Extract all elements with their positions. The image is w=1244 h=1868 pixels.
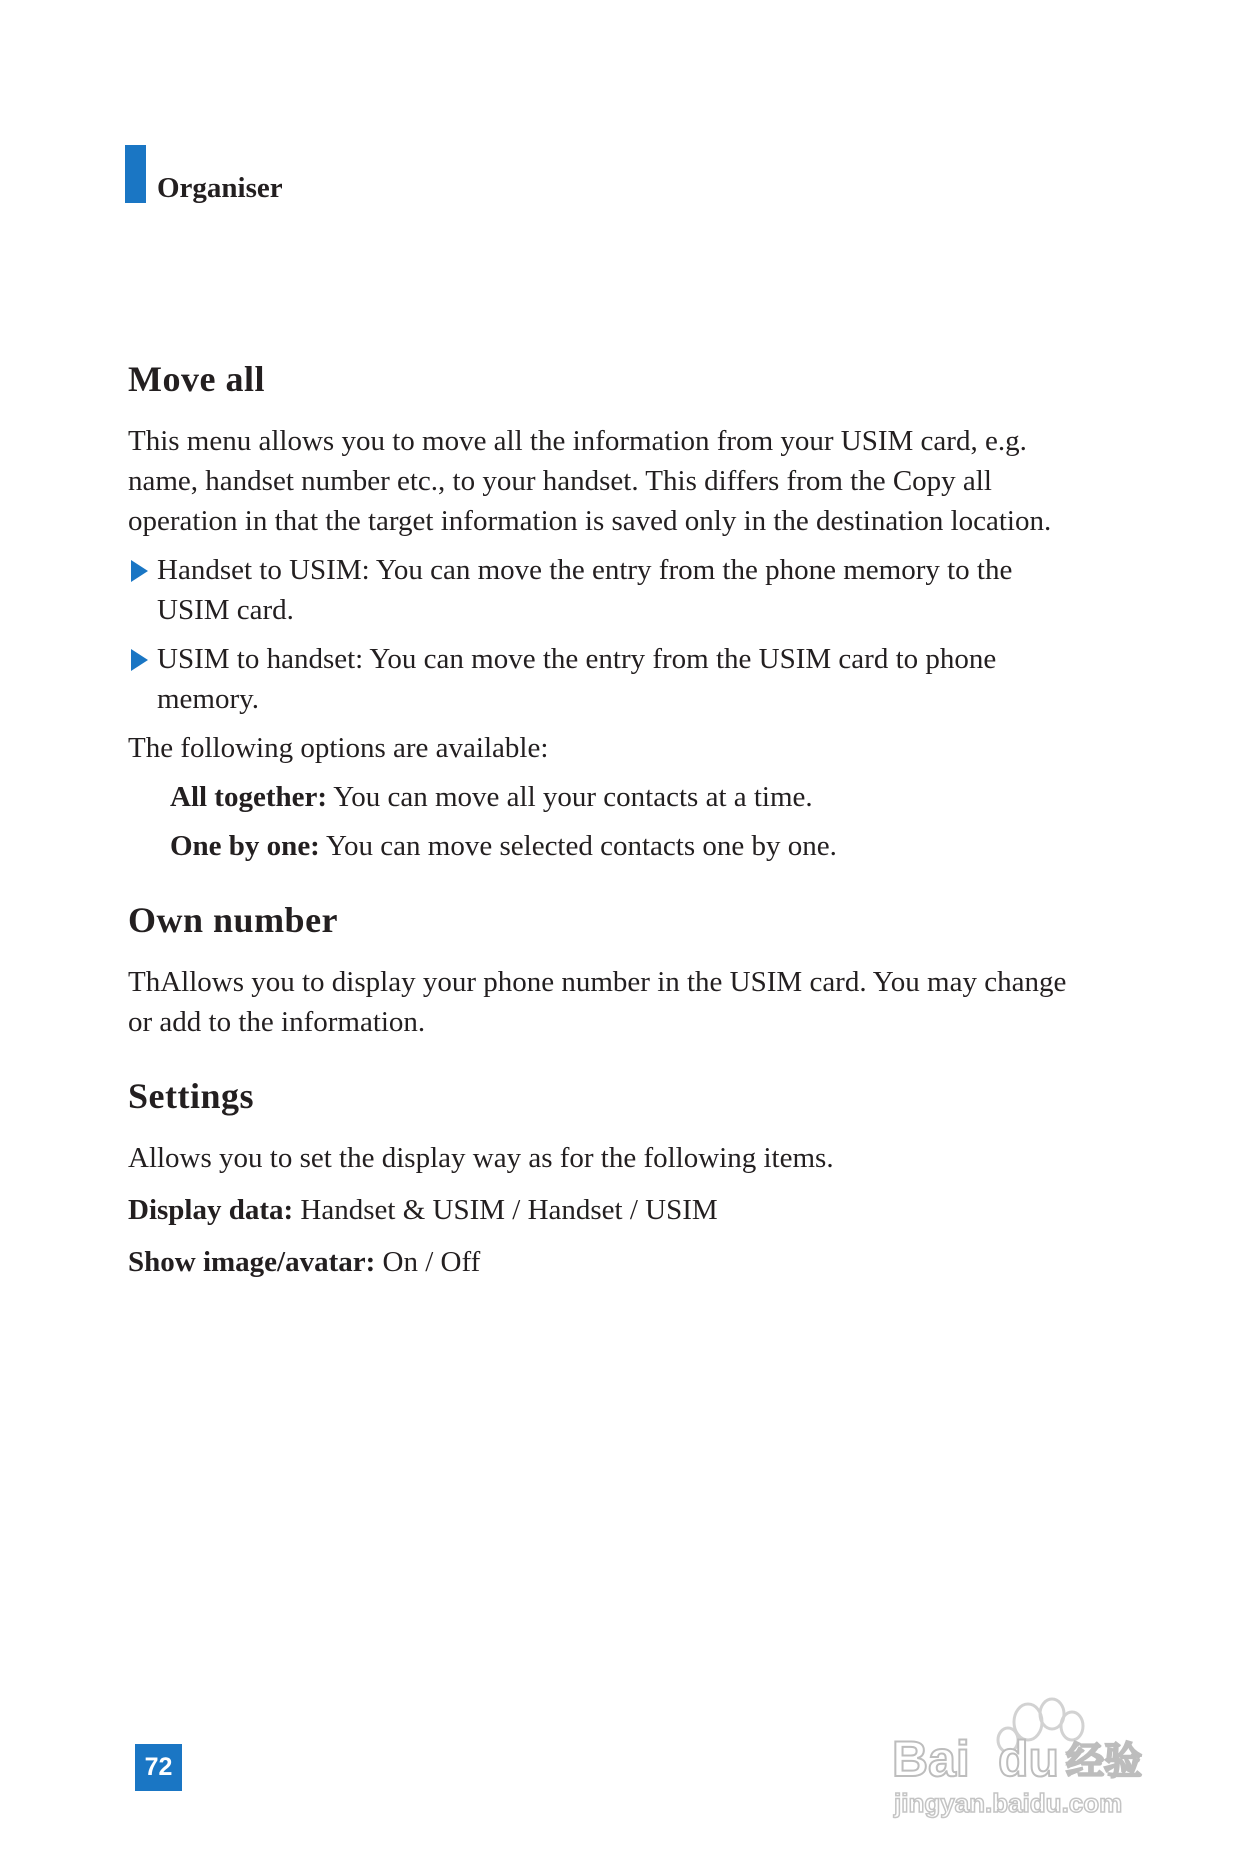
page-number: 72 (135, 1744, 182, 1791)
settings-heading: Settings (128, 1076, 255, 1116)
bullet-text: USIM to handset: You can move the entry from the USIM card to phone memory. (157, 643, 997, 715)
move-all-intro: This menu allows you to move all the information from your USIM card, e.g. name, handset number etc., to your handset. This differs from the Copy all operation in that the target information is saved only in the destination location. (128, 425, 1052, 537)
svg-text:经验: 经验 (1066, 1739, 1143, 1783)
svg-text:Bai: Bai (892, 1731, 970, 1787)
section-title: Organiser (157, 172, 283, 204)
setting-item (128, 1190, 1088, 1230)
setting-label: Display data: (128, 1194, 294, 1226)
setting-value: Handset & USIM / Handset / USIM (293, 1194, 718, 1226)
option-item (128, 826, 1088, 866)
bullet-triangle-icon (131, 649, 148, 671)
option-text: You can move selected contacts one by one. (319, 830, 837, 862)
setting-label: Show image/avatar: (128, 1246, 376, 1278)
settings-intro: Allows you to set the display way as for the following items. (128, 1142, 834, 1174)
options-intro: The following options are available: (128, 732, 549, 764)
baidu-watermark-logo (880, 1670, 1180, 1820)
svg-text:jingyan.baidu.com: jingyan.baidu.com (894, 1788, 1123, 1818)
option-item (128, 777, 1088, 817)
section-marker (125, 145, 146, 203)
bullet-item (128, 550, 1088, 630)
move-all-heading: Move all (128, 359, 265, 399)
option-label: All together: (170, 781, 328, 813)
setting-value: On / Off (375, 1246, 481, 1278)
option-text: You can move all your contacts at a time. (327, 781, 813, 813)
own-number-body: ThAllows you to display your phone number in the USIM card. You may change or add to the information. (128, 966, 1067, 1038)
option-label: One by one: (170, 830, 320, 862)
bullet-item (128, 639, 1088, 719)
bullet-text: Handset to USIM: You can move the entry from the phone memory to the USIM card. (157, 554, 1013, 626)
own-number-heading: Own number (128, 900, 339, 940)
svg-text:du: du (998, 1731, 1060, 1787)
bullet-triangle-icon (131, 560, 148, 582)
page-content (128, 355, 1088, 1282)
setting-item (128, 1242, 1088, 1282)
